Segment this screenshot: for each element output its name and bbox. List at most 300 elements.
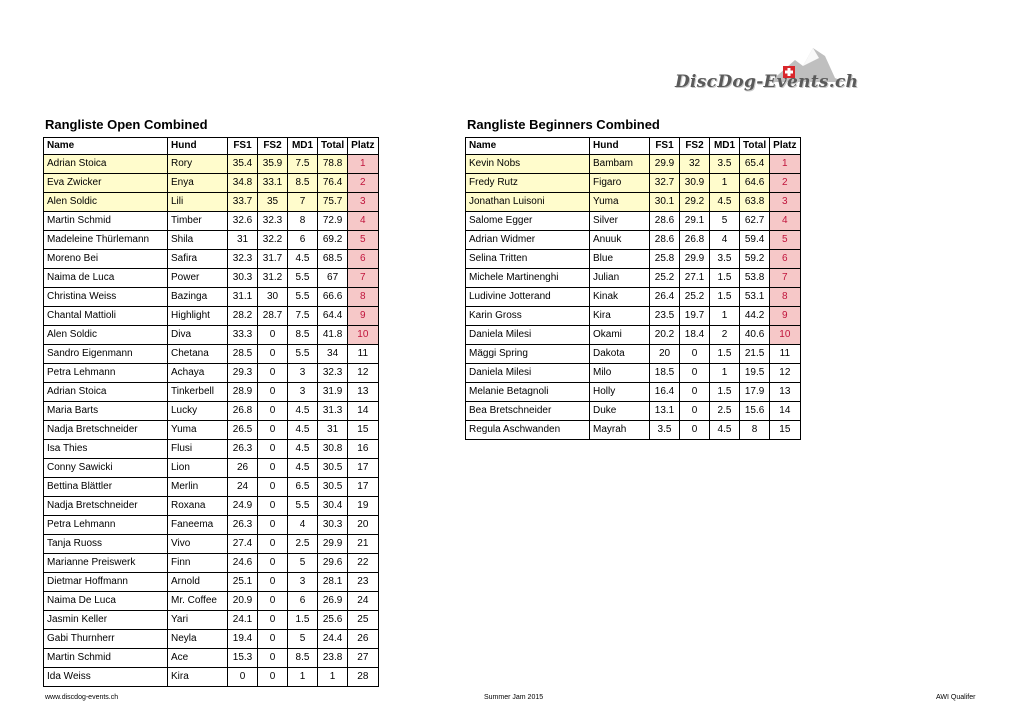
cell-fs2: 0 — [258, 592, 288, 611]
table-row — [466, 421, 801, 440]
cell-fs2: 29.2 — [680, 193, 710, 212]
cell-name: Eva Zwicker — [44, 174, 168, 193]
cell-fs2: 0 — [680, 345, 710, 364]
cell-fs2: 0 — [258, 611, 288, 630]
cell-fs1: 27.4 — [228, 535, 258, 554]
cell-fs2: 27.1 — [680, 269, 710, 288]
cell-fs2: 0 — [258, 554, 288, 573]
cell-name: Regula Aschwanden — [466, 421, 590, 440]
cell-name: Dietmar Hoffmann — [44, 573, 168, 592]
cell-fs1: 31 — [228, 231, 258, 250]
table-row — [466, 288, 801, 307]
cell-platz: 14 — [348, 402, 378, 421]
cell-total: 17.9 — [740, 383, 770, 402]
cell-md1: 1.5 — [710, 269, 740, 288]
cell-total: 1 — [318, 668, 348, 687]
cell-name: Tanja Ruoss — [44, 535, 168, 554]
table-row — [44, 611, 379, 630]
cell-fs1: 25.2 — [650, 269, 680, 288]
cell-platz: 20 — [348, 516, 378, 535]
cell-hund: Enya — [168, 174, 228, 193]
cell-total: 34 — [318, 345, 348, 364]
cell-hund: Duke — [590, 402, 650, 421]
cell-platz: 9 — [770, 307, 800, 326]
table-row — [44, 573, 379, 592]
cell-fs1: 29.3 — [228, 364, 258, 383]
footer-event: Summer Jam 2015 — [484, 694, 544, 701]
cell-fs2: 0 — [258, 478, 288, 497]
cell-platz: 14 — [770, 402, 800, 421]
cell-total: 24.4 — [318, 630, 348, 649]
cell-hund: Silver — [590, 212, 650, 231]
cell-md1: 4.5 — [288, 459, 318, 478]
cell-fs1: 33.7 — [228, 193, 258, 212]
cell-name: Nadja Bretschneider — [44, 497, 168, 516]
cell-platz: 12 — [770, 364, 800, 383]
table-row — [44, 668, 379, 687]
cell-total: 30.5 — [318, 478, 348, 497]
cell-platz: 24 — [348, 592, 378, 611]
table-row — [44, 269, 379, 288]
beginners-ranking-title: Rangliste Beginners Combined — [467, 117, 660, 132]
cell-hund: Timber — [168, 212, 228, 231]
cell-name: Ludivine Jotterand — [466, 288, 590, 307]
table-header-row — [466, 138, 801, 155]
cell-fs1: 32.3 — [228, 250, 258, 269]
cell-fs2: 31.7 — [258, 250, 288, 269]
cell-md1: 1.5 — [710, 345, 740, 364]
cell-hund: Yuma — [168, 421, 228, 440]
logo — [675, 42, 859, 104]
cell-hund: Kinak — [590, 288, 650, 307]
cell-total: 31.3 — [318, 402, 348, 421]
cell-md1: 2.5 — [710, 402, 740, 421]
cell-hund: Mayrah — [590, 421, 650, 440]
cell-md1: 4 — [288, 516, 318, 535]
table-row — [466, 193, 801, 212]
footer-qualifier: AWI Qualifer — [936, 694, 976, 701]
cell-platz: 7 — [770, 269, 800, 288]
cell-fs2: 18.4 — [680, 326, 710, 345]
cell-hund: Shila — [168, 231, 228, 250]
cell-total: 69.2 — [318, 231, 348, 250]
cell-md1: 4.5 — [288, 402, 318, 421]
cell-hund: Yuma — [590, 193, 650, 212]
cell-name: Isa Thies — [44, 440, 168, 459]
cell-fs1: 28.2 — [228, 307, 258, 326]
cell-fs1: 35.4 — [228, 155, 258, 174]
cell-name: Naima de Luca — [44, 269, 168, 288]
table-row — [44, 383, 379, 402]
cell-total: 23.8 — [318, 649, 348, 668]
cell-total: 21.5 — [740, 345, 770, 364]
cell-platz: 2 — [348, 174, 378, 193]
cell-total: 75.7 — [318, 193, 348, 212]
cell-total: 44.2 — [740, 307, 770, 326]
cell-fs2: 32.3 — [258, 212, 288, 231]
cell-name: Mäggi Spring — [466, 345, 590, 364]
header-name: Name — [466, 138, 590, 155]
cell-platz: 9 — [348, 307, 378, 326]
cell-hund: Faneema — [168, 516, 228, 535]
cell-total: 64.6 — [740, 174, 770, 193]
cell-platz: 21 — [348, 535, 378, 554]
cell-fs2: 0 — [258, 364, 288, 383]
cell-fs1: 23.5 — [650, 307, 680, 326]
header-hund: Hund — [168, 138, 228, 155]
cell-md1: 3.5 — [710, 250, 740, 269]
cell-fs1: 25.8 — [650, 250, 680, 269]
cell-platz: 12 — [348, 364, 378, 383]
cell-name: Bettina Blättler — [44, 478, 168, 497]
cell-fs2: 0 — [258, 440, 288, 459]
cell-hund: Chetana — [168, 345, 228, 364]
table-row — [44, 459, 379, 478]
cell-total: 78.8 — [318, 155, 348, 174]
header-fs1: FS1 — [650, 138, 680, 155]
cell-fs2: 35 — [258, 193, 288, 212]
cell-hund: Ace — [168, 649, 228, 668]
table-row — [44, 174, 379, 193]
cell-md1: 7.5 — [288, 307, 318, 326]
table-row — [466, 345, 801, 364]
cell-fs1: 24.9 — [228, 497, 258, 516]
cell-name: Martin Schmid — [44, 649, 168, 668]
table-row — [44, 630, 379, 649]
cell-platz: 26 — [348, 630, 378, 649]
cell-md1: 2 — [710, 326, 740, 345]
cell-name: Gabi Thurnherr — [44, 630, 168, 649]
cell-fs1: 26.4 — [650, 288, 680, 307]
cell-md1: 3 — [288, 573, 318, 592]
cell-platz: 4 — [770, 212, 800, 231]
header-md1: MD1 — [288, 138, 318, 155]
cell-md1: 4.5 — [710, 193, 740, 212]
cell-fs1: 20 — [650, 345, 680, 364]
cell-platz: 27 — [348, 649, 378, 668]
cell-total: 26.9 — [318, 592, 348, 611]
cell-platz: 23 — [348, 573, 378, 592]
cell-total: 31 — [318, 421, 348, 440]
cell-md1: 5 — [288, 630, 318, 649]
cell-fs2: 0 — [258, 326, 288, 345]
cell-hund: Dakota — [590, 345, 650, 364]
cell-total: 66.6 — [318, 288, 348, 307]
cell-platz: 6 — [348, 250, 378, 269]
cell-md1: 5.5 — [288, 288, 318, 307]
cell-total: 28.1 — [318, 573, 348, 592]
cell-hund: Okami — [590, 326, 650, 345]
table-row — [44, 155, 379, 174]
cell-hund: Lucky — [168, 402, 228, 421]
header-fs2: FS2 — [680, 138, 710, 155]
cell-hund: Finn — [168, 554, 228, 573]
table-row — [44, 649, 379, 668]
beginners-ranking-body — [466, 155, 801, 440]
cell-md1: 1 — [288, 668, 318, 687]
cell-fs1: 28.6 — [650, 212, 680, 231]
table-row — [44, 516, 379, 535]
header-hund: Hund — [590, 138, 650, 155]
cell-fs2: 28.7 — [258, 307, 288, 326]
cell-hund: Rory — [168, 155, 228, 174]
cell-total: 15.6 — [740, 402, 770, 421]
cell-fs1: 26.5 — [228, 421, 258, 440]
cell-md1: 3 — [288, 383, 318, 402]
cell-total: 30.4 — [318, 497, 348, 516]
cell-fs1: 16.4 — [650, 383, 680, 402]
cell-md1: 1 — [710, 364, 740, 383]
cell-total: 64.4 — [318, 307, 348, 326]
cell-name: Bea Bretschneider — [466, 402, 590, 421]
table-row — [44, 231, 379, 250]
cell-fs1: 18.5 — [650, 364, 680, 383]
cell-name: Daniela Milesi — [466, 326, 590, 345]
table-row — [466, 269, 801, 288]
cell-name: Kevin Nobs — [466, 155, 590, 174]
cell-hund: Diva — [168, 326, 228, 345]
cell-md1: 6 — [288, 592, 318, 611]
cell-md1: 4.5 — [288, 421, 318, 440]
cell-hund: Blue — [590, 250, 650, 269]
cell-total: 53.8 — [740, 269, 770, 288]
cell-platz: 15 — [348, 421, 378, 440]
cell-total: 30.3 — [318, 516, 348, 535]
cell-platz: 10 — [348, 326, 378, 345]
cell-hund: Yari — [168, 611, 228, 630]
cell-total: 30.8 — [318, 440, 348, 459]
cell-platz: 13 — [348, 383, 378, 402]
cell-md1: 4.5 — [710, 421, 740, 440]
cell-hund: Tinkerbell — [168, 383, 228, 402]
table-row — [44, 554, 379, 573]
table-row — [466, 212, 801, 231]
table-row — [44, 497, 379, 516]
cell-hund: Lion — [168, 459, 228, 478]
cell-fs1: 30.3 — [228, 269, 258, 288]
table-row — [466, 174, 801, 193]
cell-fs2: 0 — [258, 649, 288, 668]
cell-fs2: 0 — [258, 459, 288, 478]
cell-total: 40.6 — [740, 326, 770, 345]
cell-total: 41.8 — [318, 326, 348, 345]
open-ranking-body — [44, 155, 379, 687]
cell-md1: 5.5 — [288, 345, 318, 364]
cell-name: Ida Weiss — [44, 668, 168, 687]
cell-md1: 6.5 — [288, 478, 318, 497]
header-platz: Platz — [770, 138, 800, 155]
cell-md1: 1.5 — [710, 288, 740, 307]
cell-md1: 7.5 — [288, 155, 318, 174]
cell-hund: Merlin — [168, 478, 228, 497]
table-header-row — [44, 138, 379, 155]
cell-fs1: 31.1 — [228, 288, 258, 307]
cell-fs2: 26.8 — [680, 231, 710, 250]
logo-text: DiscDog-Events.ch — [675, 72, 859, 92]
cell-name: Adrian Stoica — [44, 155, 168, 174]
cell-fs1: 25.1 — [228, 573, 258, 592]
cell-total: 25.6 — [318, 611, 348, 630]
cell-name: Madeleine Thürlemann — [44, 231, 168, 250]
cell-hund: Safira — [168, 250, 228, 269]
cell-fs1: 24.6 — [228, 554, 258, 573]
cell-name: Naima De Luca — [44, 592, 168, 611]
cell-total: 59.2 — [740, 250, 770, 269]
cell-name: Melanie Betagnoli — [466, 383, 590, 402]
cell-name: Adrian Widmer — [466, 231, 590, 250]
cell-fs1: 32.6 — [228, 212, 258, 231]
table-row — [44, 478, 379, 497]
cell-fs1: 26.3 — [228, 440, 258, 459]
table-row — [466, 250, 801, 269]
cell-fs2: 0 — [680, 421, 710, 440]
cell-total: 67 — [318, 269, 348, 288]
cell-fs1: 20.9 — [228, 592, 258, 611]
cell-fs1: 24.1 — [228, 611, 258, 630]
header-fs2: FS2 — [258, 138, 288, 155]
cell-fs1: 33.3 — [228, 326, 258, 345]
cell-hund: Kira — [590, 307, 650, 326]
cell-platz: 11 — [770, 345, 800, 364]
cell-name: Salome Egger — [466, 212, 590, 231]
header-platz: Platz — [348, 138, 378, 155]
cell-name: Martin Schmid — [44, 212, 168, 231]
cell-md1: 5.5 — [288, 269, 318, 288]
cell-name: Jasmin Keller — [44, 611, 168, 630]
cell-md1: 1.5 — [288, 611, 318, 630]
cell-fs2: 32.2 — [258, 231, 288, 250]
cell-fs2: 0 — [258, 345, 288, 364]
cell-hund: Bambam — [590, 155, 650, 174]
cell-fs1: 30.1 — [650, 193, 680, 212]
cell-hund: Holly — [590, 383, 650, 402]
cell-name: Fredy Rutz — [466, 174, 590, 193]
cell-fs1: 28.9 — [228, 383, 258, 402]
cell-fs2: 0 — [258, 402, 288, 421]
cell-fs1: 13.1 — [650, 402, 680, 421]
cell-md1: 5 — [288, 554, 318, 573]
header-md1: MD1 — [710, 138, 740, 155]
cell-platz: 3 — [348, 193, 378, 212]
cell-fs1: 28.6 — [650, 231, 680, 250]
header-total: Total — [740, 138, 770, 155]
table-row — [44, 250, 379, 269]
footer-website: www.discdog-events.ch — [45, 694, 119, 701]
table-row — [44, 402, 379, 421]
cell-name: Chantal Mattioli — [44, 307, 168, 326]
cell-md1: 1 — [710, 307, 740, 326]
cell-md1: 4 — [710, 231, 740, 250]
cell-fs1: 15.3 — [228, 649, 258, 668]
table-row — [44, 421, 379, 440]
cell-fs2: 0 — [258, 573, 288, 592]
cell-platz: 7 — [348, 269, 378, 288]
table-row — [44, 535, 379, 554]
open-ranking-title: Rangliste Open Combined — [45, 117, 208, 132]
cell-md1: 2.5 — [288, 535, 318, 554]
table-row — [44, 212, 379, 231]
cell-fs2: 0 — [258, 497, 288, 516]
cell-platz: 17 — [348, 478, 378, 497]
cell-platz: 10 — [770, 326, 800, 345]
cell-platz: 3 — [770, 193, 800, 212]
cell-name: Marianne Preiswerk — [44, 554, 168, 573]
cell-name: Petra Lehmann — [44, 364, 168, 383]
cell-platz: 1 — [770, 155, 800, 174]
cell-total: 8 — [740, 421, 770, 440]
table-row — [44, 326, 379, 345]
table-row — [44, 592, 379, 611]
cell-platz: 17 — [348, 459, 378, 478]
header-name: Name — [44, 138, 168, 155]
table-row — [466, 402, 801, 421]
cell-platz: 15 — [770, 421, 800, 440]
cell-total: 72.9 — [318, 212, 348, 231]
cell-hund: Highlight — [168, 307, 228, 326]
cell-total: 30.5 — [318, 459, 348, 478]
table-row — [44, 364, 379, 383]
cell-platz: 28 — [348, 668, 378, 687]
cell-hund: Bazinga — [168, 288, 228, 307]
cell-total: 29.6 — [318, 554, 348, 573]
cell-fs2: 0 — [258, 535, 288, 554]
cell-total: 32.3 — [318, 364, 348, 383]
cell-name: Conny Sawicki — [44, 459, 168, 478]
cell-platz: 8 — [770, 288, 800, 307]
cell-fs2: 32 — [680, 155, 710, 174]
cell-name: Daniela Milesi — [466, 364, 590, 383]
cell-fs2: 0 — [680, 364, 710, 383]
cell-platz: 6 — [770, 250, 800, 269]
cell-md1: 5.5 — [288, 497, 318, 516]
cell-fs1: 29.9 — [650, 155, 680, 174]
cell-name: Alen Soldic — [44, 326, 168, 345]
cell-hund: Kira — [168, 668, 228, 687]
cell-platz: 19 — [348, 497, 378, 516]
cell-total: 65.4 — [740, 155, 770, 174]
table-row — [44, 288, 379, 307]
cell-total: 68.5 — [318, 250, 348, 269]
cell-fs2: 33.1 — [258, 174, 288, 193]
cell-platz: 16 — [348, 440, 378, 459]
cell-platz: 5 — [770, 231, 800, 250]
cell-hund: Neyla — [168, 630, 228, 649]
cell-fs1: 32.7 — [650, 174, 680, 193]
cell-name: Michele Martinenghi — [466, 269, 590, 288]
cell-total: 31.9 — [318, 383, 348, 402]
table-row — [466, 364, 801, 383]
table-row — [466, 307, 801, 326]
cell-name: Moreno Bei — [44, 250, 168, 269]
cell-fs1: 28.5 — [228, 345, 258, 364]
cell-fs2: 0 — [258, 630, 288, 649]
cell-hund: Julian — [590, 269, 650, 288]
cell-hund: Vivo — [168, 535, 228, 554]
cell-hund: Arnold — [168, 573, 228, 592]
beginners-ranking-table — [465, 137, 801, 440]
cell-hund: Figaro — [590, 174, 650, 193]
cell-hund: Roxana — [168, 497, 228, 516]
cell-fs2: 29.1 — [680, 212, 710, 231]
cell-name: Christina Weiss — [44, 288, 168, 307]
cell-total: 62.7 — [740, 212, 770, 231]
header-total: Total — [318, 138, 348, 155]
cell-platz: 1 — [348, 155, 378, 174]
cell-fs2: 0 — [258, 516, 288, 535]
cell-md1: 3.5 — [710, 155, 740, 174]
cell-fs2: 31.2 — [258, 269, 288, 288]
cell-md1: 8.5 — [288, 326, 318, 345]
